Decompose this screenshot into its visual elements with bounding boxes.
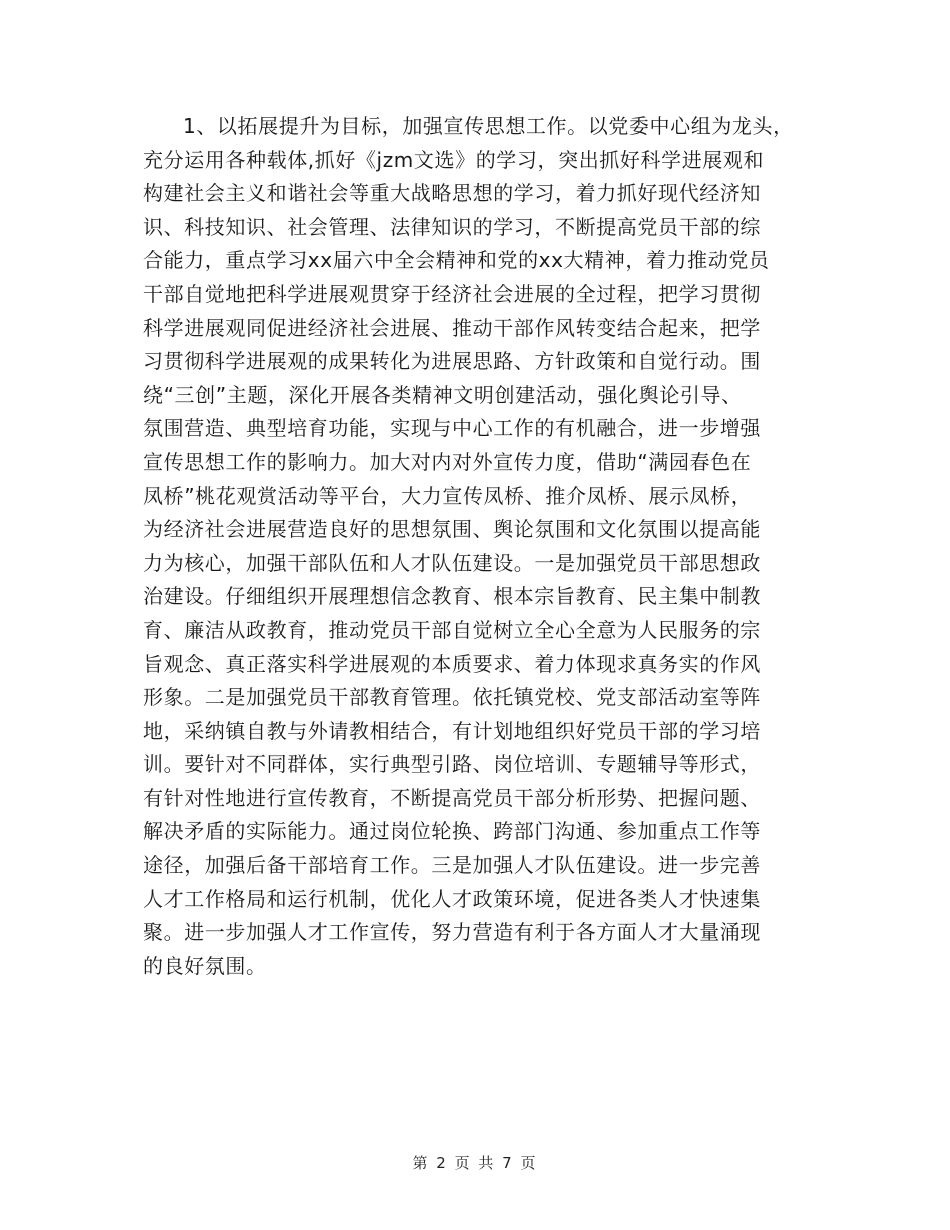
page-number-footer: 第 2 页 共 7 页: [412, 1154, 538, 1172]
paragraph-line: 构建社会主义和谐社会等重大战略思想的学习，着力抓好现代经济知: [143, 181, 761, 206]
paragraph-line: 旨观念、真正落实科学进展观的本质要求、着力体现求真务实的作风: [143, 651, 761, 676]
paragraph-line: 训。要针对不同群体，实行典型引路、岗位培训、专题辅导等形式，: [143, 752, 761, 777]
paragraph-line: 为经济社会进展营造良好的思想氛围、舆论氛围和文化氛围以提高能: [143, 517, 761, 542]
body-paragraph: [143, 110, 843, 983]
paragraph-line: 氛围营造、典型培育功能，实现与中心工作的有机融合，进一步增强: [143, 416, 761, 441]
paragraph-line: 凤桥”桃花观赏活动等平台，大力宣传凤桥、推介凤桥、展示凤桥，: [143, 483, 752, 508]
paragraph-line: 地，采纳镇自教与外请教相结合，有计划地组织好党员干部的学习培: [143, 718, 761, 743]
paragraph-line: 识、科技知识、社会管理、法律知识的学习，不断提高党员干部的综: [143, 214, 761, 239]
paragraph-line: 干部自觉地把科学进展观贯穿于经济社会进展的全过程，把学习贯彻: [143, 281, 761, 306]
paragraph-line: 形象。二是加强党员干部教育管理。依托镇党校、党支部活动室等阵: [143, 685, 761, 710]
paragraph-line: 的良好氛围。: [143, 953, 267, 978]
paragraph-line: 1、以拓展提升为目标，加强宣传思想工作。以党委中心组为龙头，: [183, 114, 794, 138]
paragraph-line: 聚。进一步加强人才工作宣传，努力营造有利于各方面人才大量涌现: [143, 920, 761, 945]
paragraph-line: 解决矛盾的实际能力。通过岗位轮换、跨部门沟通、参加重点工作等: [143, 819, 761, 844]
paragraph-line: 充分运用各种载体,抓好《jzm文选》的学习，突出抓好科学进展观和: [143, 147, 765, 172]
paragraph-line: 育、廉洁从政教育，推动党员干部自觉树立全心全意为人民服务的宗: [143, 617, 761, 642]
paragraph-line: 习贯彻科学进展观的成果转化为进展思路、方针政策和自觉行动。围: [143, 349, 761, 374]
paragraph-line: 人才工作格局和运行机制，优化人才政策环境，促进各类人才快速集: [143, 886, 761, 911]
paragraph-line: 有针对性地进行宣传教育，不断提高党员干部分析形势、把握问题、: [143, 785, 761, 810]
paragraph-line: 力为核心，加强干部队伍和人才队伍建设。一是加强党员干部思想政: [143, 550, 761, 575]
paragraph-line: 途径，加强后备干部培育工作。三是加强人才队伍建设。进一步完善: [143, 853, 761, 878]
paragraph-line: 治建设。仔细组织开展理想信念教育、根本宗旨教育、民主集中制教: [143, 584, 761, 609]
paragraph-line: 科学进展观同促进经济社会进展、推动干部作风转变结合起来，把学: [143, 315, 761, 340]
paragraph-line: 宣传思想工作的影响力。加大对内对外宣传力度，借助“满园春色在: [143, 449, 752, 474]
paragraph-line: 合能力，重点学习xx届六中全会精神和党的xx大精神，着力推动党员: [143, 248, 770, 273]
paragraph-line: 绕“三创”主题，深化开展各类精神文明创建活动，强化舆论引导、: [143, 382, 742, 407]
